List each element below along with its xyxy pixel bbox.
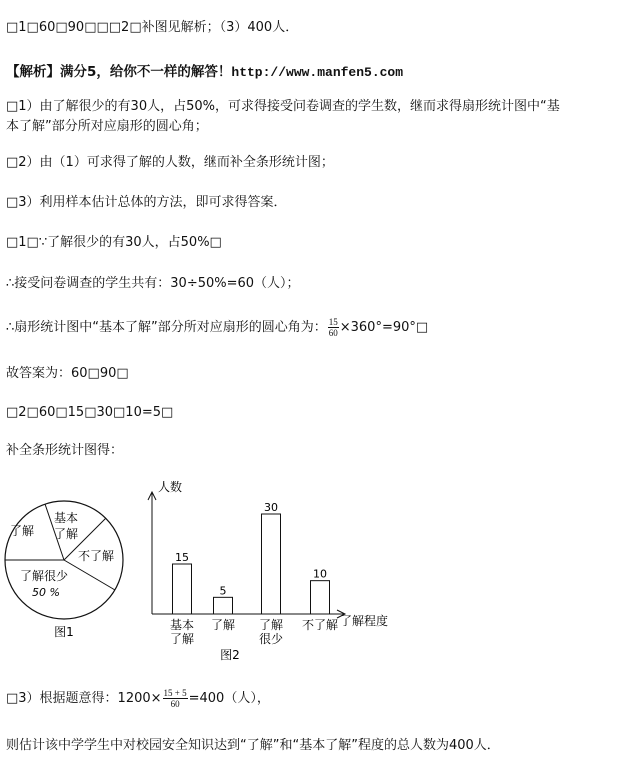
x-axis-label: 了解程度: [340, 614, 389, 628]
solution-2: ∴接受问卷调查的学生共有：30÷50%=60（人）；: [6, 276, 300, 291]
fraction-numerator-2: 15 + 5: [163, 688, 187, 698]
category-label-0-1: 了解: [169, 632, 195, 646]
bar-caption: 图2: [220, 648, 240, 662]
bar-0: [173, 564, 192, 614]
pie-label-bu: 不了解: [77, 549, 115, 563]
hint-2: □2）由（1）可求得了解的人数，继而补全条形统计图；: [6, 155, 334, 170]
solution-3: [6, 316, 428, 340]
bar-group: [170, 501, 338, 646]
pie-chart: [0, 490, 130, 645]
solution-answer: 故答案为：60□90□: [6, 366, 129, 381]
category-label-1-0: 了解: [210, 618, 236, 632]
solution-3-prefix: ∴扇形统计图中“基本了解”部分所对应扇形的圆心角为：: [6, 320, 327, 335]
bar-value-label-1: 5: [219, 584, 227, 598]
hint-1b: 本了解”部分所对应扇形的圆心角；: [6, 119, 208, 134]
bar-1: [214, 597, 233, 614]
category-label-2-1: 很少: [258, 632, 284, 646]
bar-chart: [140, 472, 410, 667]
solution-part2: □2□60□15□30□10=5□: [6, 405, 174, 420]
fraction-20-60: [163, 688, 188, 709]
bar-value-label-0: 15: [175, 551, 189, 564]
solution-1: □1□∵了解很少的有30人，占50%□: [6, 235, 222, 250]
category-label-0-0: 基本: [169, 618, 195, 632]
pie-label-jiben-2: 了解: [53, 527, 79, 541]
category-label-2-0: 了解: [258, 618, 284, 632]
solution-part3: [6, 687, 270, 711]
pie-label-jiben-1: 基本: [53, 511, 79, 525]
fraction-denominator-2: 60: [170, 699, 180, 709]
solution-part3-prefix: □3）根据题意得：1200×: [6, 691, 162, 706]
analysis-heading: [6, 64, 403, 81]
category-label-3-0: 不了解: [301, 618, 339, 632]
answer-summary: □1□60□90□□□2□补图见解析；（3）400人．: [6, 20, 299, 35]
bar-3: [311, 581, 330, 614]
analysis-url: http://www.manfen5.com: [231, 65, 404, 80]
hint-3: □3）利用样本估计总体的方法，即可求得答案．: [6, 195, 287, 210]
pie-label-pct: 50 %: [32, 586, 60, 599]
conclusion: 则估计该中学学生中对校园安全知识达到“了解”和“基本了解”程度的总人数为400人．: [6, 738, 500, 753]
fraction-denominator: 60: [328, 328, 338, 338]
bar-value-label-2: 30: [264, 501, 278, 514]
pie-caption: 图1: [54, 625, 74, 639]
bar-2: [262, 514, 281, 614]
solution-3-suffix: ×360°=90°□: [339, 320, 429, 335]
solution-bar-intro: 补全条形统计图得：: [6, 443, 124, 458]
solution-part3-suffix: =400（人），: [188, 691, 270, 706]
bar-value-label-3: 10: [313, 567, 327, 581]
analysis-title: 【解析】满分5，给你不一样的解答！: [6, 64, 232, 80]
hint-1a: □1）由了解很少的有30人，占50%，可求得接受问卷调查的学生数，继而求得扇形统计图中“基: [6, 99, 560, 114]
pie-label-henshao: 了解很少: [19, 569, 69, 583]
y-axis-label: 人数: [158, 480, 183, 494]
pie-label-liaojie: 了解: [9, 524, 35, 538]
fraction-numerator: 15: [328, 317, 338, 327]
fraction-15-60: [328, 317, 339, 338]
